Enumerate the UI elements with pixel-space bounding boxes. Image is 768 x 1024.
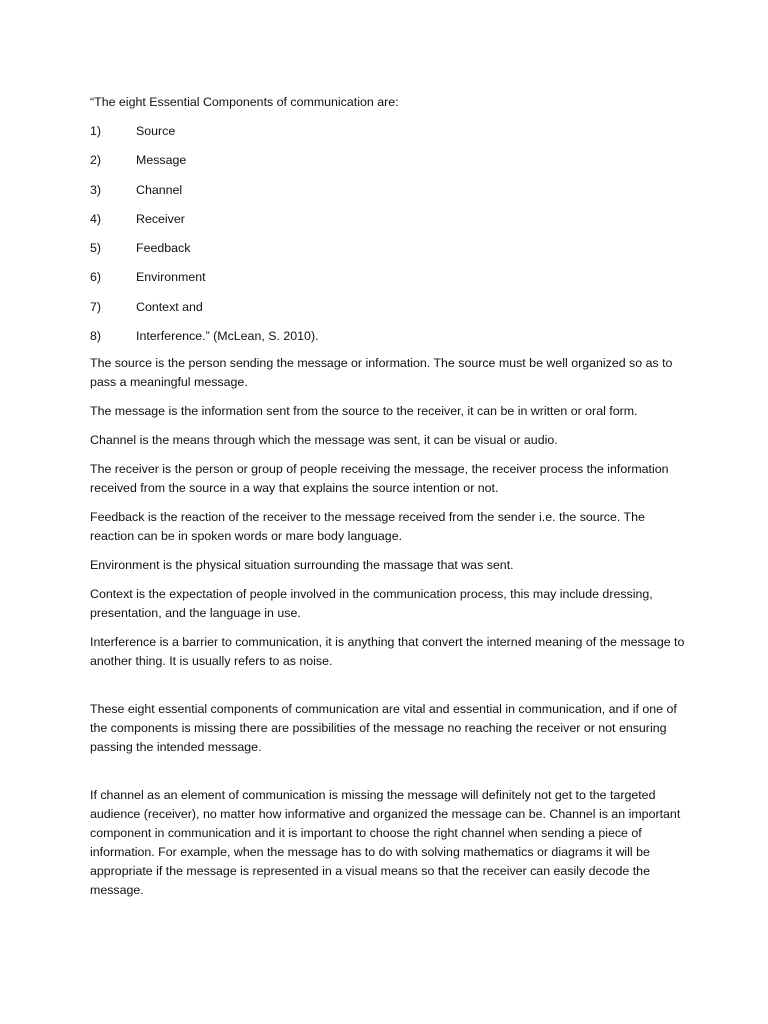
list-number: 1): [90, 124, 102, 138]
paragraph-message: The message is the information sent from the source to the receiver, it can be in written or oral form.: [90, 404, 638, 418]
list-number: 7): [90, 299, 102, 314]
list-text: Message: [136, 153, 187, 168]
paragraph-channel: Channel is the means through which the message was sent, it can be visual or audio.: [90, 433, 558, 447]
list-text: Feedback: [136, 241, 191, 256]
list-text: Receiver: [136, 211, 185, 226]
document-body: [90, 354, 690, 910]
list-text: Source: [136, 124, 176, 138]
list-item: [90, 181, 319, 210]
components-list: [90, 122, 319, 356]
list-number: 4): [90, 211, 102, 226]
list-number: 2): [90, 153, 102, 168]
list-text: Channel: [136, 182, 183, 197]
list-item: [90, 239, 319, 268]
list-item: [90, 151, 319, 180]
list-item: [90, 210, 319, 239]
list-item: [90, 122, 319, 151]
paragraph-summary: These eight essential components of communication are vital and essential in communication, and if one of the components is missing there are possibilities of the message no reaching the receiver or not ensuring passing the intended message.: [90, 702, 677, 754]
paragraph-channel-importance: If channel as an element of communication is missing the message will definitely not get to the targeted audience (receiver), no matter how informative and organized the message can be. Channel is an important component in communication and it is important to choose the right channel when sending a piece of information. For example, when the message has to do with solving mathematics or diagrams it will be appropriate if the message is represented in a visual means so that the receiver can easily decode the message.: [90, 788, 681, 897]
list-number: 6): [90, 270, 102, 285]
list-number: 3): [90, 182, 102, 197]
list-number: 8): [90, 329, 102, 344]
paragraph-source: The source is the person sending the message or information. The source must be well organized so as to pass a meaningful message.: [90, 356, 673, 389]
list-number: 5): [90, 241, 102, 256]
intro-line: “The eight Essential Components of communication are:: [90, 95, 399, 109]
paragraph-environment: Environment is the physical situation surrounding the massage that was sent.: [90, 558, 514, 572]
list-item: [90, 298, 319, 327]
list-text: Context and: [136, 299, 203, 314]
list-text: Interference.” (McLean, S. 2010).: [136, 329, 319, 344]
paragraph-interference: Interference is a barrier to communication, it is anything that convert the interned meaning of the message to another thing. It is usually refers to as noise.: [90, 635, 685, 668]
paragraph-feedback: Feedback is the reaction of the receiver to the message received from the sender i.e. the source. The reaction can be in spoken words or mare body language.: [90, 510, 645, 543]
list-item: [90, 268, 319, 297]
paragraph-context: Context is the expectation of people involved in the communication process, this may include dressing, presentation, and the language in use.: [90, 587, 653, 620]
paragraph-receiver: The receiver is the person or group of people receiving the message, the receiver process the information received from the source in a way that explains the source intention or not.: [90, 462, 669, 495]
list-text: Environment: [136, 270, 206, 285]
list-item: [90, 327, 319, 356]
